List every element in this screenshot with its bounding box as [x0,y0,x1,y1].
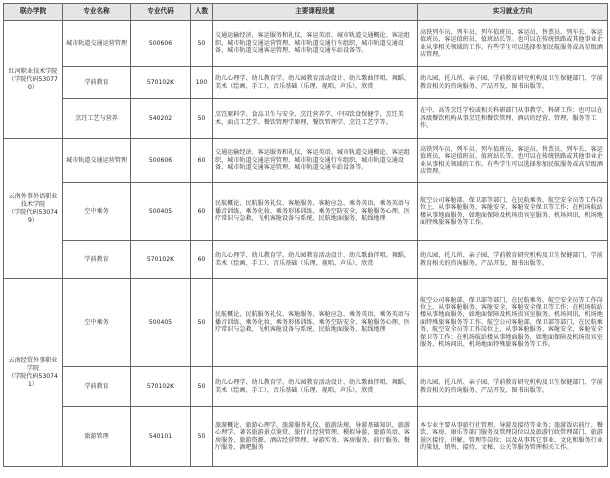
courses-text: 幼儿心理学、幼儿教育学、幼儿园教育活动设计、幼儿歌曲伴唱、舞蹈、美术（绘画、手工）、音乐基础（乐理、视唱、声乐）、欣赏 [213,367,418,407]
major-code: 570102K [131,241,191,279]
school-name: 云南外事外语职业技术学院 [8,192,58,208]
major-code: 570102K [131,67,191,99]
school-code: （学院代码530749） [8,208,58,224]
direction-text: 幼儿园、托儿所、亲子园、学前教育研究机构及卫生保健部门、学前教育相关的咨询服务、产品开发、图书出版等。 [418,241,608,279]
major-code: 570102K [131,367,191,407]
header-code: 专业代码 [131,4,191,21]
enrollment-count: 50 [191,279,213,367]
courses-text: 烹饪原料学、食品卫生与安全、烹饪营养学、中国饮食保健学、烹饪美术、面点工艺学、餐饮管理学原理、餐饮管理学、烹饪工艺学等。 [213,99,418,139]
enrollment-count: 60 [191,241,213,279]
direction-text: 在中、高等烹饪学校或相关科研部门从事教学、科研工作；也可以在各级餐饮机构从事烹饪和餐饮管理、酒店的经营、管理、服务等工作。 [418,99,608,139]
enrollment-count: 50 [191,407,213,467]
courses-text: 幼儿心理学、幼儿教育学、幼儿园教育活动设计、幼儿歌曲伴唱、舞蹈、美术（绘画、手工）、音乐基础（乐理、视唱、声乐）、欣赏 [213,67,418,99]
enrollment-count: 60 [191,139,213,183]
major-name: 城市轨道交通运营管理 [63,21,131,67]
header-school: 联办学院 [4,4,63,21]
major-name: 学前教育 [63,241,131,279]
enrollment-count: 100 [191,67,213,99]
major-code: 500606 [131,139,191,183]
table-row [4,21,608,67]
courses-text: 民航概论、民航服务礼仪、客舱服务、客舱应急、乘务英语、乘务英语与播音训练、乘务化妆、乘务形体训练、乘务空防安全、客舱服务心理、医疗常识与急救、飞机客舱设备与系统、民航地面服务、航线地理 [213,279,418,367]
header-count: 人数 [191,4,213,21]
header-courses: 主要课程设置 [213,4,418,21]
table-row [4,367,608,407]
major-name: 学前教育 [63,67,131,99]
school-cell [4,21,63,139]
table-row [4,99,608,139]
courses-text: 交通运输经济、客运服务和礼仪、客运英语、城市轨道交通概论、客运组织、城市轨道交通运营管理、城市轨道交通行车组织、城市轨道交通设备、城市轨道交通客运管理、城市轨道交通车站设备等。 [213,21,418,67]
school-cell [4,279,63,467]
school-code: （学院代码530770） [8,75,58,91]
direction-text: 高铁列车员、列车员、列车值班员、客运员、售票员、列车长、客运值班员、客运值班员、值班站长等。也可以在传统铁路或其他事业企业从事相关领域的工作。有些学生可以选择参加民航服务或高星级酒店管理。 [418,21,608,67]
major-code: 500405 [131,183,191,241]
courses-text: 交通运输经济、客运服务和礼仪、客运英语、城市轨道交通概论、客运组织、城市轨道交通运营管理、城市轨道交通行车组织、城市轨道交通设备、城市轨道交通客运管理、城市轨道交通车站设备等。 [213,139,418,183]
direction-text: 高铁列车员、列车员、列车值班员、客运员、售票员、列车长、客运值班员、客运值班员、值班站长等。也可以在传统铁路或其他事业企业从事相关领域的工作。有些学生可以选择参加民航服务或高星级酒店管理。 [418,139,608,183]
courses-text: 幼儿心理学、幼儿教育学、幼儿园教育活动设计、幼儿歌曲伴唱、舞蹈、美术（绘画、手工）、音乐基础（乐理、视唱、声乐）、欣赏 [213,241,418,279]
major-name: 学前教育 [63,367,131,407]
enrollment-count: 60 [191,183,213,241]
major-code: 540101 [131,407,191,467]
direction-text: 本专业主要从事旅行社管理，导游及接待等业务；旅游饭店前厅、餐饮、客房、康乐等部门服务及管理岗位以及旅游行政管理部门、旅游景区接待、讲解、管理等岗位；以及从事其它事业、文化和服务行业的策划、销售、接待、文秘、公关等服务管理相关工作。 [418,407,608,467]
school-name: 红河职业技术学院 [8,67,58,75]
table-row [4,67,608,99]
table-row [4,279,608,367]
school-name: 云南经贸外事职业学院 [8,356,58,372]
school-cell [4,139,63,279]
header-major: 专业名称 [63,4,131,21]
table-row [4,183,608,241]
header-row [4,4,608,21]
direction-text: 航空公司客舱部、保卫部等部门，在民航乘务、航空安全员等工作岗位上，从事客舱服务、客舱安全、客舱安全保卫等工作；在机场航站楼从事地面服务，如地面保障及机场贵宾室服务、机场问讯、机场地面特殊旅客服务等工作。 [418,183,608,241]
courses-text: 旅游概论、旅游心理学、旅游服务礼仪、旅游法规、导游基础知识、旅游心理学、著名旅游景点鉴赏、旅行社经营管理、模拟导游、旅游英语、客房服务、旅游资源、酒店经营管理、导游实务、客房服务、前厅服务、餐厅服务、酒吧服务 [213,407,418,467]
major-code: 500606 [131,21,191,67]
major-name: 旅游管理 [63,407,131,467]
direction-text: 幼儿园、托儿所、亲子园、学前教育研究机构及卫生保健部门、学前教育相关的咨询服务、产品开发、图书出版等。 [418,67,608,99]
major-name: 城市轨道交通运营管理 [63,139,131,183]
direction-text: 航空公司客舱部、保卫部等部门，在民航乘务、航空安全员等工作岗位上，从事客舱服务、客舱安全、客舱安全保卫等工作；在机场航站楼从事地面服务，如地面保障及机场贵宾室服务、机场问讯、机场地面特殊旅客服务等工作。航空公司客舱部、保卫部等部门，在民航乘务、航空安全员等工作岗位上，从事客舱服务、客舱安全、客舱安全保卫等工作；在机场航站楼从事地面服务，如地面保障及机场贵宾室服务、机场问讯、机场地面特殊旅客服务等工作。 [418,279,608,367]
enrollment-count: 50 [191,367,213,407]
major-name: 烹饪工艺与营养 [63,99,131,139]
enrollment-count: 50 [191,21,213,67]
enrollment-count: 50 [191,99,213,139]
table-row [4,241,608,279]
courses-text: 民航概论、民航服务礼仪、客舱服务、客舱应急、乘务英语、乘务英语与播音训练、乘务化妆、乘务形体训练、乘务空防安全、客舱服务心理、医疗常识与急救、飞机客舱设备与系统、民航地面服务、航线地理 [213,183,418,241]
table-row [4,139,608,183]
table-row [4,407,608,467]
school-code: （学院代码530741） [8,372,58,388]
header-direction: 实习就业方向 [418,4,608,21]
major-code: 500405 [131,279,191,367]
direction-text: 幼儿园、托儿所、亲子园、学前教育研究机构及卫生保健部门、学前教育相关的咨询服务、产品开发、图书出版等。 [418,367,608,407]
major-table [3,3,608,467]
major-code: 540202 [131,99,191,139]
major-name: 空中乘务 [63,183,131,241]
major-name: 空中乘务 [63,279,131,367]
